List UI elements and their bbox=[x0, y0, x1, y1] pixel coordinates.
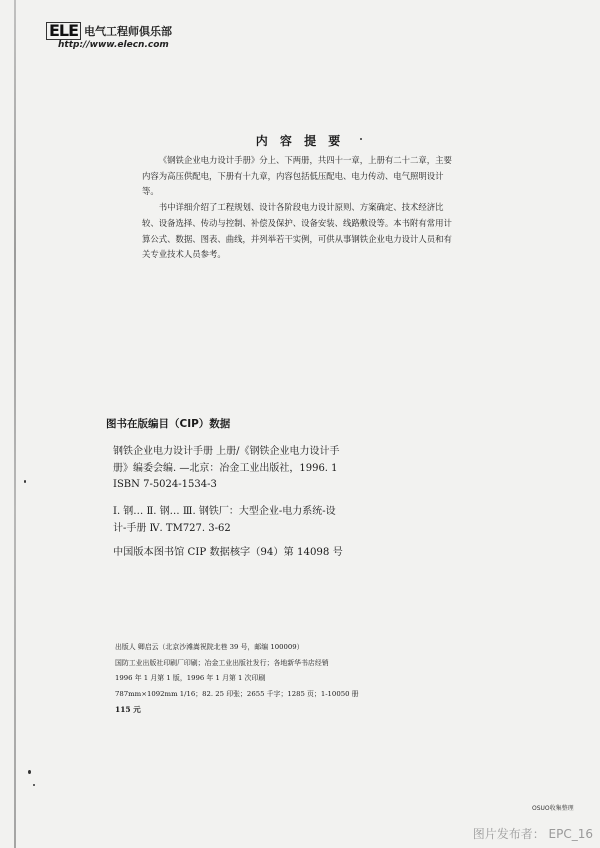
scan-speck bbox=[33, 784, 35, 786]
abstract-paragraph: 书中详细介绍了工程规划、设计各阶段电力设计原则、方案确定、技术经济比较、设备选择、传动与控制、补偿及保护、设备安装、线路敷设等。本书附有常用计算公式、数据、图表、曲线，并列举若干实例，可供从事钢铁企业电力设计人员和有关专业技术人员参考。 bbox=[142, 202, 452, 260]
abstract-title: 内 容 提 要 bbox=[255, 134, 345, 148]
watermark-logo bbox=[46, 22, 172, 40]
cip-record-line: 册》编委会编. —北京：冶金工业出版社，1996. 1 bbox=[113, 462, 338, 474]
page-edge bbox=[14, 0, 16, 848]
price: 115 元 bbox=[115, 705, 141, 715]
site-name: 电气工程师俱乐部 bbox=[84, 25, 173, 38]
scan-speck bbox=[360, 138, 362, 140]
cip-record bbox=[113, 444, 433, 494]
cip-heading: 图书在版编目（CIP）数据 bbox=[106, 418, 231, 430]
cip-class-line: 计-手册 Ⅳ. TM727. 3-62 bbox=[113, 523, 231, 534]
scan-speck bbox=[24, 480, 26, 483]
cip-classification bbox=[113, 503, 433, 537]
publication-line: 国防工业出版社印刷厂印刷；冶金工业出版社发行；各地新华书店经销 bbox=[115, 658, 329, 667]
cip-class-line: Ⅰ. 钢… Ⅱ. 钢… Ⅲ. 钢铁厂：大型企业-电力系统-设 bbox=[113, 506, 336, 517]
publication-line: 787mm×1092mm 1/16；82. 25 印张；2655 千字；1285 页；1-10050 册 bbox=[115, 689, 359, 698]
collector-note: OSUO收集整理 bbox=[532, 805, 574, 812]
cip-record-line: 钢铁企业电力设计手册 上册/《钢铁企业电力设计手 bbox=[113, 446, 340, 457]
logo-mark: ELE bbox=[46, 22, 81, 40]
watermark-url: http://www.elecn.com bbox=[58, 40, 169, 50]
publication-info bbox=[115, 640, 475, 718]
abstract-body bbox=[142, 153, 460, 263]
scan-speck bbox=[28, 770, 31, 774]
cip-data-number: 中国版本图书馆 CIP 数据核字（94）第 14098 号 bbox=[113, 547, 343, 558]
publication-line: 出版人 卿启云（北京沙滩嵩祝院北巷 39 号，邮编 100009） bbox=[115, 643, 304, 651]
publication-line: 1996 年 1 月第 1 版，1996 年 1 月第 1 次印刷 bbox=[115, 674, 266, 683]
abstract-paragraph: 《钢铁企业电力设计手册》分上、下两册，共四十一章，上册有二十二章，主要内容为高压供配电，下册有十九章，内容包括低压配电、电力传动、电气照明设计等。 bbox=[142, 155, 452, 197]
publisher-credit: 图片发布者： EPC_16 bbox=[472, 827, 593, 841]
cip-isbn: ISBN 7-5024-1534-3 bbox=[113, 479, 217, 490]
